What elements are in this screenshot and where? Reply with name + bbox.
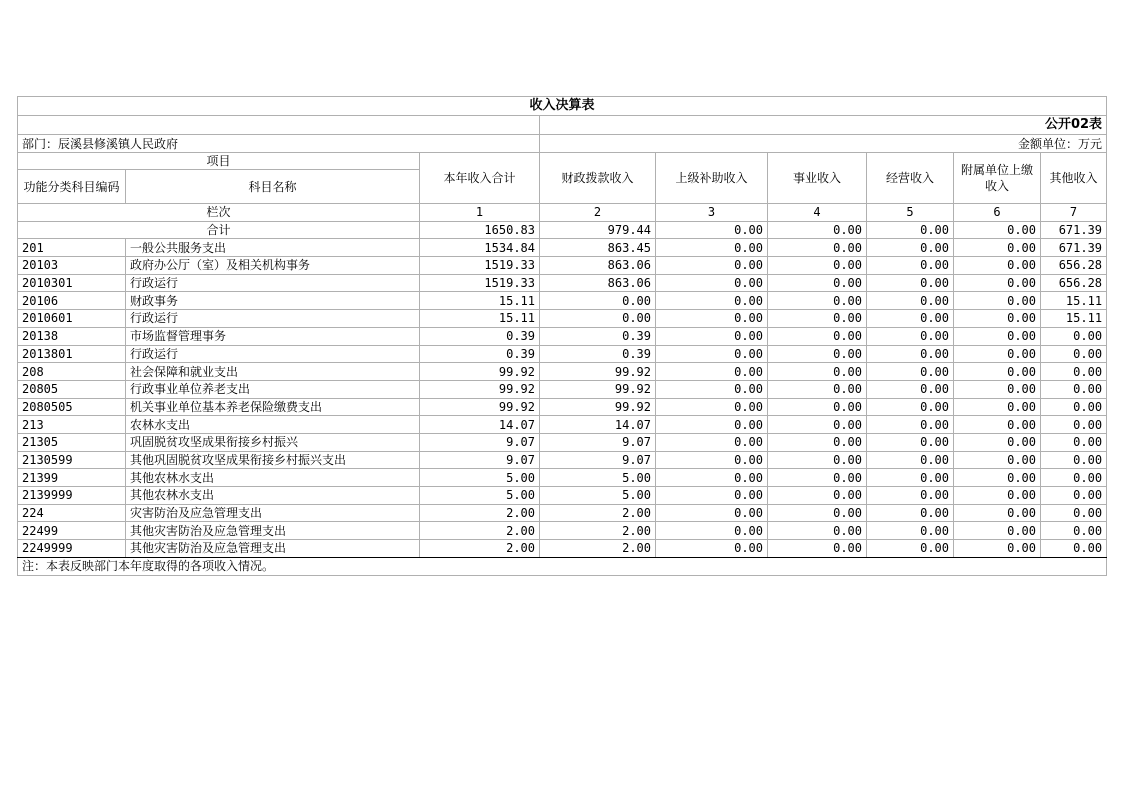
row-value: 863.45 xyxy=(540,239,656,257)
total-value: 0.00 xyxy=(867,221,954,239)
row-name: 农林水支出 xyxy=(126,416,420,434)
row-value: 0.00 xyxy=(540,292,656,310)
column-number: 1 xyxy=(420,204,540,222)
total-value: 1650.83 xyxy=(420,221,540,239)
header-item: 项目 xyxy=(18,153,420,170)
row-value: 99.92 xyxy=(540,398,656,416)
header-superior: 上级补助收入 xyxy=(656,153,768,204)
table-row xyxy=(18,327,1107,345)
row-value: 0.00 xyxy=(867,327,954,345)
row-value: 0.00 xyxy=(867,274,954,292)
row-value: 0.00 xyxy=(867,310,954,328)
total-value: 0.00 xyxy=(768,221,867,239)
row-value: 0.39 xyxy=(540,345,656,363)
row-value: 0.00 xyxy=(954,292,1041,310)
row-value: 0.00 xyxy=(656,398,768,416)
row-name: 机关事业单位基本养老保险缴费支出 xyxy=(126,398,420,416)
row-value: 863.06 xyxy=(540,274,656,292)
row-value: 0.00 xyxy=(656,345,768,363)
row-value: 0.00 xyxy=(1041,345,1107,363)
row-value: 0.00 xyxy=(768,451,867,469)
row-value: 0.00 xyxy=(954,540,1041,558)
column-number: 4 xyxy=(768,204,867,222)
row-value: 99.92 xyxy=(420,380,540,398)
row-value: 99.92 xyxy=(540,363,656,381)
row-value: 0.00 xyxy=(1041,398,1107,416)
row-value: 9.07 xyxy=(540,433,656,451)
row-value: 0.00 xyxy=(768,469,867,487)
row-value: 0.00 xyxy=(867,487,954,505)
column-number: 6 xyxy=(954,204,1041,222)
row-value: 0.00 xyxy=(656,239,768,257)
row-value: 2.00 xyxy=(420,540,540,558)
row-value: 5.00 xyxy=(420,469,540,487)
row-value: 15.11 xyxy=(420,310,540,328)
row-code: 2139999 xyxy=(18,487,126,505)
row-value: 0.00 xyxy=(954,327,1041,345)
total-label: 合计 xyxy=(18,221,420,239)
total-value: 0.00 xyxy=(656,221,768,239)
row-value: 0.00 xyxy=(656,487,768,505)
row-code: 213 xyxy=(18,416,126,434)
row-value: 0.00 xyxy=(1041,363,1107,381)
row-value: 0.00 xyxy=(954,522,1041,540)
table-row xyxy=(18,522,1107,540)
row-code: 201 xyxy=(18,239,126,257)
row-code: 20103 xyxy=(18,257,126,275)
row-value: 0.00 xyxy=(768,239,867,257)
row-value: 0.00 xyxy=(954,487,1041,505)
row-value: 0.39 xyxy=(540,327,656,345)
table-row xyxy=(18,345,1107,363)
row-value: 0.00 xyxy=(954,469,1041,487)
row-value: 0.00 xyxy=(656,363,768,381)
row-value: 0.00 xyxy=(540,310,656,328)
row-value: 0.00 xyxy=(768,257,867,275)
table-row xyxy=(18,540,1107,558)
row-value: 0.00 xyxy=(954,433,1041,451)
table-note: 注：本表反映部门本年度取得的各项收入情况。 xyxy=(18,557,1107,575)
row-code: 20138 xyxy=(18,327,126,345)
row-code: 22499 xyxy=(18,522,126,540)
table-row xyxy=(18,239,1107,257)
row-name: 其他巩固脱贫攻坚成果衔接乡村振兴支出 xyxy=(126,451,420,469)
row-value: 99.92 xyxy=(420,363,540,381)
row-value: 656.28 xyxy=(1041,274,1107,292)
row-value: 0.00 xyxy=(768,380,867,398)
row-value: 0.00 xyxy=(867,398,954,416)
column-number: 5 xyxy=(867,204,954,222)
row-value: 0.39 xyxy=(420,345,540,363)
row-value: 863.06 xyxy=(540,257,656,275)
row-value: 0.00 xyxy=(867,345,954,363)
row-value: 1519.33 xyxy=(420,257,540,275)
row-value: 0.00 xyxy=(768,292,867,310)
row-value: 0.00 xyxy=(656,522,768,540)
row-value: 0.00 xyxy=(867,540,954,558)
row-name: 一般公共服务支出 xyxy=(126,239,420,257)
total-row xyxy=(18,221,1107,239)
row-value: 0.00 xyxy=(656,380,768,398)
row-value: 14.07 xyxy=(540,416,656,434)
row-value: 0.00 xyxy=(867,416,954,434)
row-code: 208 xyxy=(18,363,126,381)
row-value: 0.00 xyxy=(867,522,954,540)
row-value: 0.00 xyxy=(1041,327,1107,345)
income-statement-sheet xyxy=(17,96,1106,576)
row-code: 21399 xyxy=(18,469,126,487)
row-value: 0.00 xyxy=(867,363,954,381)
row-code: 2130599 xyxy=(18,451,126,469)
row-value: 0.00 xyxy=(954,310,1041,328)
row-value: 0.00 xyxy=(954,257,1041,275)
table-row xyxy=(18,487,1107,505)
row-value: 0.00 xyxy=(768,363,867,381)
row-name: 灾害防治及应急管理支出 xyxy=(126,504,420,522)
row-value: 0.00 xyxy=(656,327,768,345)
row-value: 2.00 xyxy=(420,522,540,540)
row-value: 9.07 xyxy=(540,451,656,469)
row-code: 2010601 xyxy=(18,310,126,328)
row-value: 0.00 xyxy=(867,504,954,522)
row-value: 0.00 xyxy=(768,327,867,345)
row-name: 社会保障和就业支出 xyxy=(126,363,420,381)
row-value: 0.00 xyxy=(656,257,768,275)
column-number-label: 栏次 xyxy=(18,204,420,222)
table-row xyxy=(18,469,1107,487)
row-value: 0.00 xyxy=(656,469,768,487)
column-number: 3 xyxy=(656,204,768,222)
row-value: 0.00 xyxy=(768,504,867,522)
table-row xyxy=(18,380,1107,398)
row-value: 0.00 xyxy=(768,540,867,558)
row-value: 0.00 xyxy=(768,433,867,451)
header-code: 功能分类科目编码 xyxy=(18,170,126,204)
header-name: 科目名称 xyxy=(126,170,420,204)
header-other: 其他收入 xyxy=(1041,153,1107,204)
row-code: 2013801 xyxy=(18,345,126,363)
row-value: 2.00 xyxy=(540,504,656,522)
row-value: 0.00 xyxy=(1041,522,1107,540)
row-value: 0.00 xyxy=(954,363,1041,381)
department-label: 部门：辰溪县修溪镇人民政府 xyxy=(18,135,540,153)
column-number: 7 xyxy=(1041,204,1107,222)
table-row xyxy=(18,416,1107,434)
row-value: 0.00 xyxy=(656,310,768,328)
row-value: 0.00 xyxy=(768,487,867,505)
row-value: 0.00 xyxy=(867,257,954,275)
header-operating: 经营收入 xyxy=(867,153,954,204)
row-value: 0.00 xyxy=(954,416,1041,434)
table-row xyxy=(18,504,1107,522)
row-value: 0.00 xyxy=(1041,451,1107,469)
row-value: 0.00 xyxy=(656,292,768,310)
total-value: 671.39 xyxy=(1041,221,1107,239)
row-value: 0.00 xyxy=(1041,416,1107,434)
row-value: 0.00 xyxy=(768,274,867,292)
row-value: 0.00 xyxy=(954,380,1041,398)
row-value: 0.00 xyxy=(954,451,1041,469)
row-name: 其他农林水支出 xyxy=(126,469,420,487)
row-value: 15.11 xyxy=(1041,292,1107,310)
form-id: 公开02表 xyxy=(540,116,1107,135)
row-name: 市场监督管理事务 xyxy=(126,327,420,345)
row-value: 0.00 xyxy=(867,433,954,451)
row-code: 20805 xyxy=(18,380,126,398)
row-value: 671.39 xyxy=(1041,239,1107,257)
row-value: 99.92 xyxy=(540,380,656,398)
row-value: 0.00 xyxy=(768,416,867,434)
row-code: 224 xyxy=(18,504,126,522)
table-row xyxy=(18,363,1107,381)
row-value: 0.39 xyxy=(420,327,540,345)
table-row xyxy=(18,257,1107,275)
row-value: 9.07 xyxy=(420,451,540,469)
row-name: 行政运行 xyxy=(126,274,420,292)
header-affiliated: 附属单位上缴收入 xyxy=(954,153,1041,204)
row-value: 0.00 xyxy=(1041,487,1107,505)
row-value: 0.00 xyxy=(768,398,867,416)
row-value: 0.00 xyxy=(867,380,954,398)
row-value: 15.11 xyxy=(420,292,540,310)
row-code: 21305 xyxy=(18,433,126,451)
row-name: 其他农林水支出 xyxy=(126,487,420,505)
row-value: 0.00 xyxy=(1041,433,1107,451)
row-value: 0.00 xyxy=(867,469,954,487)
row-value: 0.00 xyxy=(954,239,1041,257)
row-name: 行政运行 xyxy=(126,345,420,363)
income-table xyxy=(17,96,1107,576)
row-value: 0.00 xyxy=(656,433,768,451)
total-value: 979.44 xyxy=(540,221,656,239)
header-fiscal: 财政拨款收入 xyxy=(540,153,656,204)
row-value: 0.00 xyxy=(954,274,1041,292)
row-value: 0.00 xyxy=(768,522,867,540)
row-code: 2249999 xyxy=(18,540,126,558)
table-row xyxy=(18,398,1107,416)
row-name: 政府办公厅（室）及相关机构事务 xyxy=(126,257,420,275)
header-total: 本年收入合计 xyxy=(420,153,540,204)
row-value: 0.00 xyxy=(867,451,954,469)
row-value: 15.11 xyxy=(1041,310,1107,328)
row-code: 2010301 xyxy=(18,274,126,292)
row-value: 0.00 xyxy=(768,310,867,328)
row-name: 巩固脱贫攻坚成果衔接乡村振兴 xyxy=(126,433,420,451)
row-value: 2.00 xyxy=(420,504,540,522)
row-value: 0.00 xyxy=(768,345,867,363)
row-name: 行政运行 xyxy=(126,310,420,328)
column-number-row xyxy=(18,204,1107,222)
row-value: 0.00 xyxy=(954,398,1041,416)
row-value: 0.00 xyxy=(954,345,1041,363)
row-value: 656.28 xyxy=(1041,257,1107,275)
table-row xyxy=(18,310,1107,328)
row-value: 0.00 xyxy=(656,274,768,292)
unit-label: 金额单位：万元 xyxy=(540,135,1107,153)
row-value: 5.00 xyxy=(420,487,540,505)
column-number: 2 xyxy=(540,204,656,222)
row-value: 2.00 xyxy=(540,540,656,558)
row-value: 0.00 xyxy=(1041,504,1107,522)
row-code: 20106 xyxy=(18,292,126,310)
row-name: 其他灾害防治及应急管理支出 xyxy=(126,522,420,540)
row-value: 5.00 xyxy=(540,487,656,505)
table-row xyxy=(18,274,1107,292)
row-value: 0.00 xyxy=(1041,380,1107,398)
row-value: 0.00 xyxy=(867,239,954,257)
table-row xyxy=(18,292,1107,310)
row-value: 0.00 xyxy=(656,504,768,522)
row-code: 2080505 xyxy=(18,398,126,416)
table-row xyxy=(18,433,1107,451)
row-value: 0.00 xyxy=(867,292,954,310)
table-title: 收入决算表 xyxy=(18,97,1107,116)
row-name: 其他灾害防治及应急管理支出 xyxy=(126,540,420,558)
row-value: 0.00 xyxy=(1041,469,1107,487)
header-business: 事业收入 xyxy=(768,153,867,204)
row-name: 财政事务 xyxy=(126,292,420,310)
row-value: 9.07 xyxy=(420,433,540,451)
row-value: 1519.33 xyxy=(420,274,540,292)
blank-cell xyxy=(18,116,540,135)
row-value: 99.92 xyxy=(420,398,540,416)
row-name: 行政事业单位养老支出 xyxy=(126,380,420,398)
row-value: 0.00 xyxy=(1041,540,1107,558)
table-row xyxy=(18,451,1107,469)
row-value: 1534.84 xyxy=(420,239,540,257)
row-value: 2.00 xyxy=(540,522,656,540)
row-value: 5.00 xyxy=(540,469,656,487)
row-value: 0.00 xyxy=(656,540,768,558)
row-value: 0.00 xyxy=(656,416,768,434)
total-value: 0.00 xyxy=(954,221,1041,239)
row-value: 14.07 xyxy=(420,416,540,434)
row-value: 0.00 xyxy=(656,451,768,469)
row-value: 0.00 xyxy=(954,504,1041,522)
